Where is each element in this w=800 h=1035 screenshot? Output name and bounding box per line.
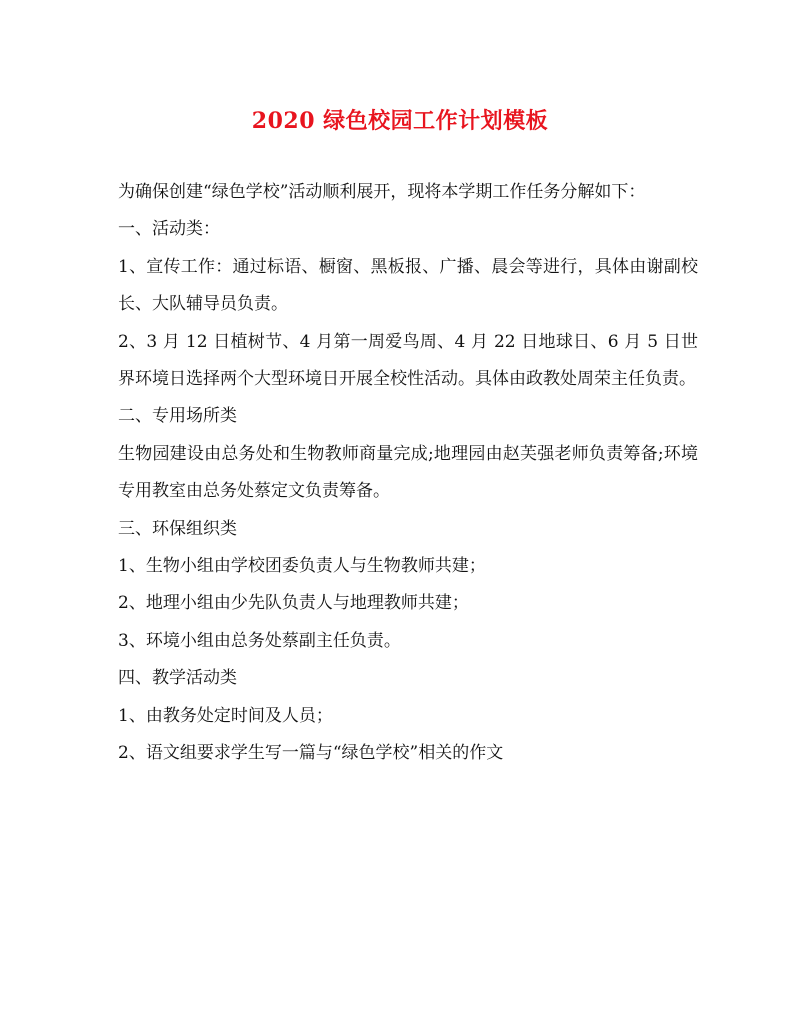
section-heading-activities: 一、活动类： <box>118 219 220 240</box>
section-heading-facilities: 二、专用场所类 <box>118 406 237 427</box>
document-title: 2020 绿色校园工作计划模板 <box>251 108 549 134</box>
list-item-biology-group: 1、生物小组由学校团委负责人与生物教师共建； <box>118 556 486 577</box>
section-heading-teaching: 四、教学活动类 <box>118 668 237 689</box>
facilities-paragraph: 生物园建设由总务处和生物教师商量完成;地理园由赵芙强老师负责筹备;环境专用教室由总务处蔡定文负责筹备。 <box>118 443 698 502</box>
document-body <box>118 174 698 773</box>
list-item-environment-days: 2、3 月 12 日植树节、4 月第一周爱鸟周、4 月 22 日地球日、6 月 5 日世界环境日选择两个大型环境日开展全校性活动。具体由政教处周荣主任负责。 <box>118 331 698 390</box>
list-item-publicity: 1、宣传工作：通过标语、橱窗、黑板报、广播、晨会等进行，具体由谢副校长、大队辅导员负责。 <box>118 256 698 315</box>
list-item-chinese-essay: 2、语文组要求学生写一篇与“绿色学校”相关的作文 <box>118 743 504 764</box>
list-item-environment-group: 3、环境小组由总务处蔡副主任负责。 <box>118 630 401 651</box>
list-item-geography-group: 2、地理小组由少先队负责人与地理教师共建； <box>118 593 469 614</box>
list-item-teaching-office: 1、由教务处定时间及人员； <box>118 705 333 726</box>
intro-paragraph: 为确保创建“绿色学校”活动顺利展开，现将本学期工作任务分解如下： <box>118 182 646 202</box>
section-heading-organizations: 三、环保组织类 <box>118 518 237 539</box>
